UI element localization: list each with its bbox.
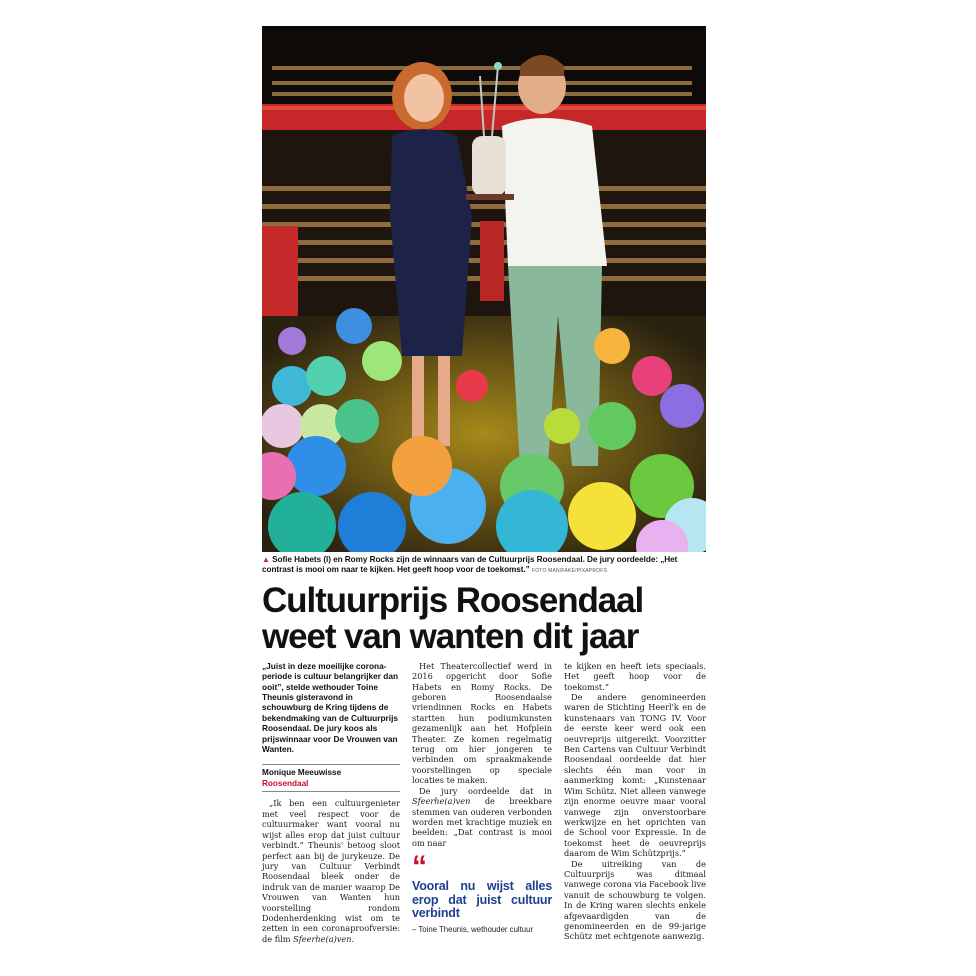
article-body <box>262 661 706 961</box>
award-winners-photo <box>262 26 706 552</box>
pull-quote: Vooral nu wijst alles erop dat juist cultuur verbindt <box>412 879 552 921</box>
pull-quote-box <box>412 850 552 934</box>
photo-caption <box>262 555 706 577</box>
column-1 <box>262 661 400 944</box>
headline-line-2: weet van wanten dit jaar <box>262 616 639 656</box>
body-paragraph: De uitreiking van de Cultuurprijs was ditmaal vanwege corona via Facebook live vanuit de schouwburg te volgen. In de Kring waren slechts enkele afgevaardigden van de genomineerden en de 99-jarige Schütz met echtgenote aanwezig. <box>564 858 706 942</box>
intro-paragraph: „Juist in deze moeilijke corona-periode is cultuur belangrijker dan ooit”, stelde wethouder Toine Theunis gisteravond in schouwburg de Kring tijdens de bekendmaking van de Cultuurprijs Roosendaal. De jury koos als prijswinnaar voor De Vrouwen van Wanten. <box>262 660 399 755</box>
caption-triangle-icon: ▲ <box>262 555 270 564</box>
quote-attribution: – Toine Theunis, wethouder cultuur <box>412 924 534 934</box>
body-text: De jury oordeelde dat in <box>419 785 552 796</box>
body-paragraph <box>412 786 552 848</box>
quote-mark-icon: “ <box>412 850 427 884</box>
column-3 <box>564 661 706 942</box>
newspaper-clipping <box>262 26 706 961</box>
headline <box>262 580 706 656</box>
body-paragraph: Het Theatercollectief werd in 2016 opgericht door Sofie Habets en Romy Rocks. De geboren Roosendaalse vriendinnen Rocks en Habets startten hun podiumkunsten gezamenlijk aan het Hofplein Theater. Ze komen regelmatig terug om hier jongeren te verbinden om spraakmakende voorstellingen op speciale locaties te maken. <box>412 660 552 786</box>
column-2 <box>412 661 552 934</box>
caption-text: Sofie Habets (l) en Romy Rocks zijn de winnaars van de Cultuurprijs Roosendaal. De jury oordeelde: „Het contrast is mooi om naar te kijken. Het geeft hoop voor de toekomst.” <box>262 555 678 575</box>
article-photo <box>262 26 706 552</box>
dateline-location: Roosendaal <box>262 778 400 792</box>
film-title: Sfeerhe(a)ven. <box>293 933 355 944</box>
body-text: „Ik ben een cultuurgenieter met veel respect voor de cultuurmaker want vooral nu wijst alles erop dat juist cultuur verbindt.” Theunis' betoog sloot perfect aan bij de jurykeuze. De jury van Cultuur Verbindt Roosendaal bleek onder de indruk van de manier waarop De Vrouwen van Wanten hun voorstelling rondom Dodenherdenking wist om te zetten in een coronaproofversie: de film <box>262 798 400 944</box>
photo-credit: FOTO MAN/FAKE/PIXAPROFS <box>531 568 608 575</box>
body-paragraph: te kijken en heeft iets speciaals. Het geeft hoop voor de toekomst.” <box>564 660 706 692</box>
headline-line-1: Cultuurprijs Roosendaal <box>262 580 644 620</box>
body-text: de breekbare stemmen van ouderen verbonden worden met krachtige muziek en beelden: „Dat contrast is mooi om naar <box>412 796 552 848</box>
author-byline: Monique Meeuwisse <box>262 764 400 778</box>
body-paragraph <box>262 798 400 944</box>
body-paragraph: De andere genomineerden waren de Stichting Heerl'k en de kunstenaars van TONG IV. Voor de eerste keer werd ook een oeuvreprijs uitgereikt. Voorzitter Ben Cartens van Cultuur Verbindt Roosendaal oordeelde dat hier slechts één man voor in aanmerking komt: „Kunstenaar Wim Schütz. Niet alleen vanwege zijn enorme oeuvre maar vooral vanwege zijn onverstoorbare werkwijze en het oprichten van de School voor Expressie. In de toekomst heet de oeuvreprijs daarom de Wim Schützprijs.” <box>564 692 706 859</box>
film-title: Sfeerhe(a)ven <box>412 796 471 807</box>
